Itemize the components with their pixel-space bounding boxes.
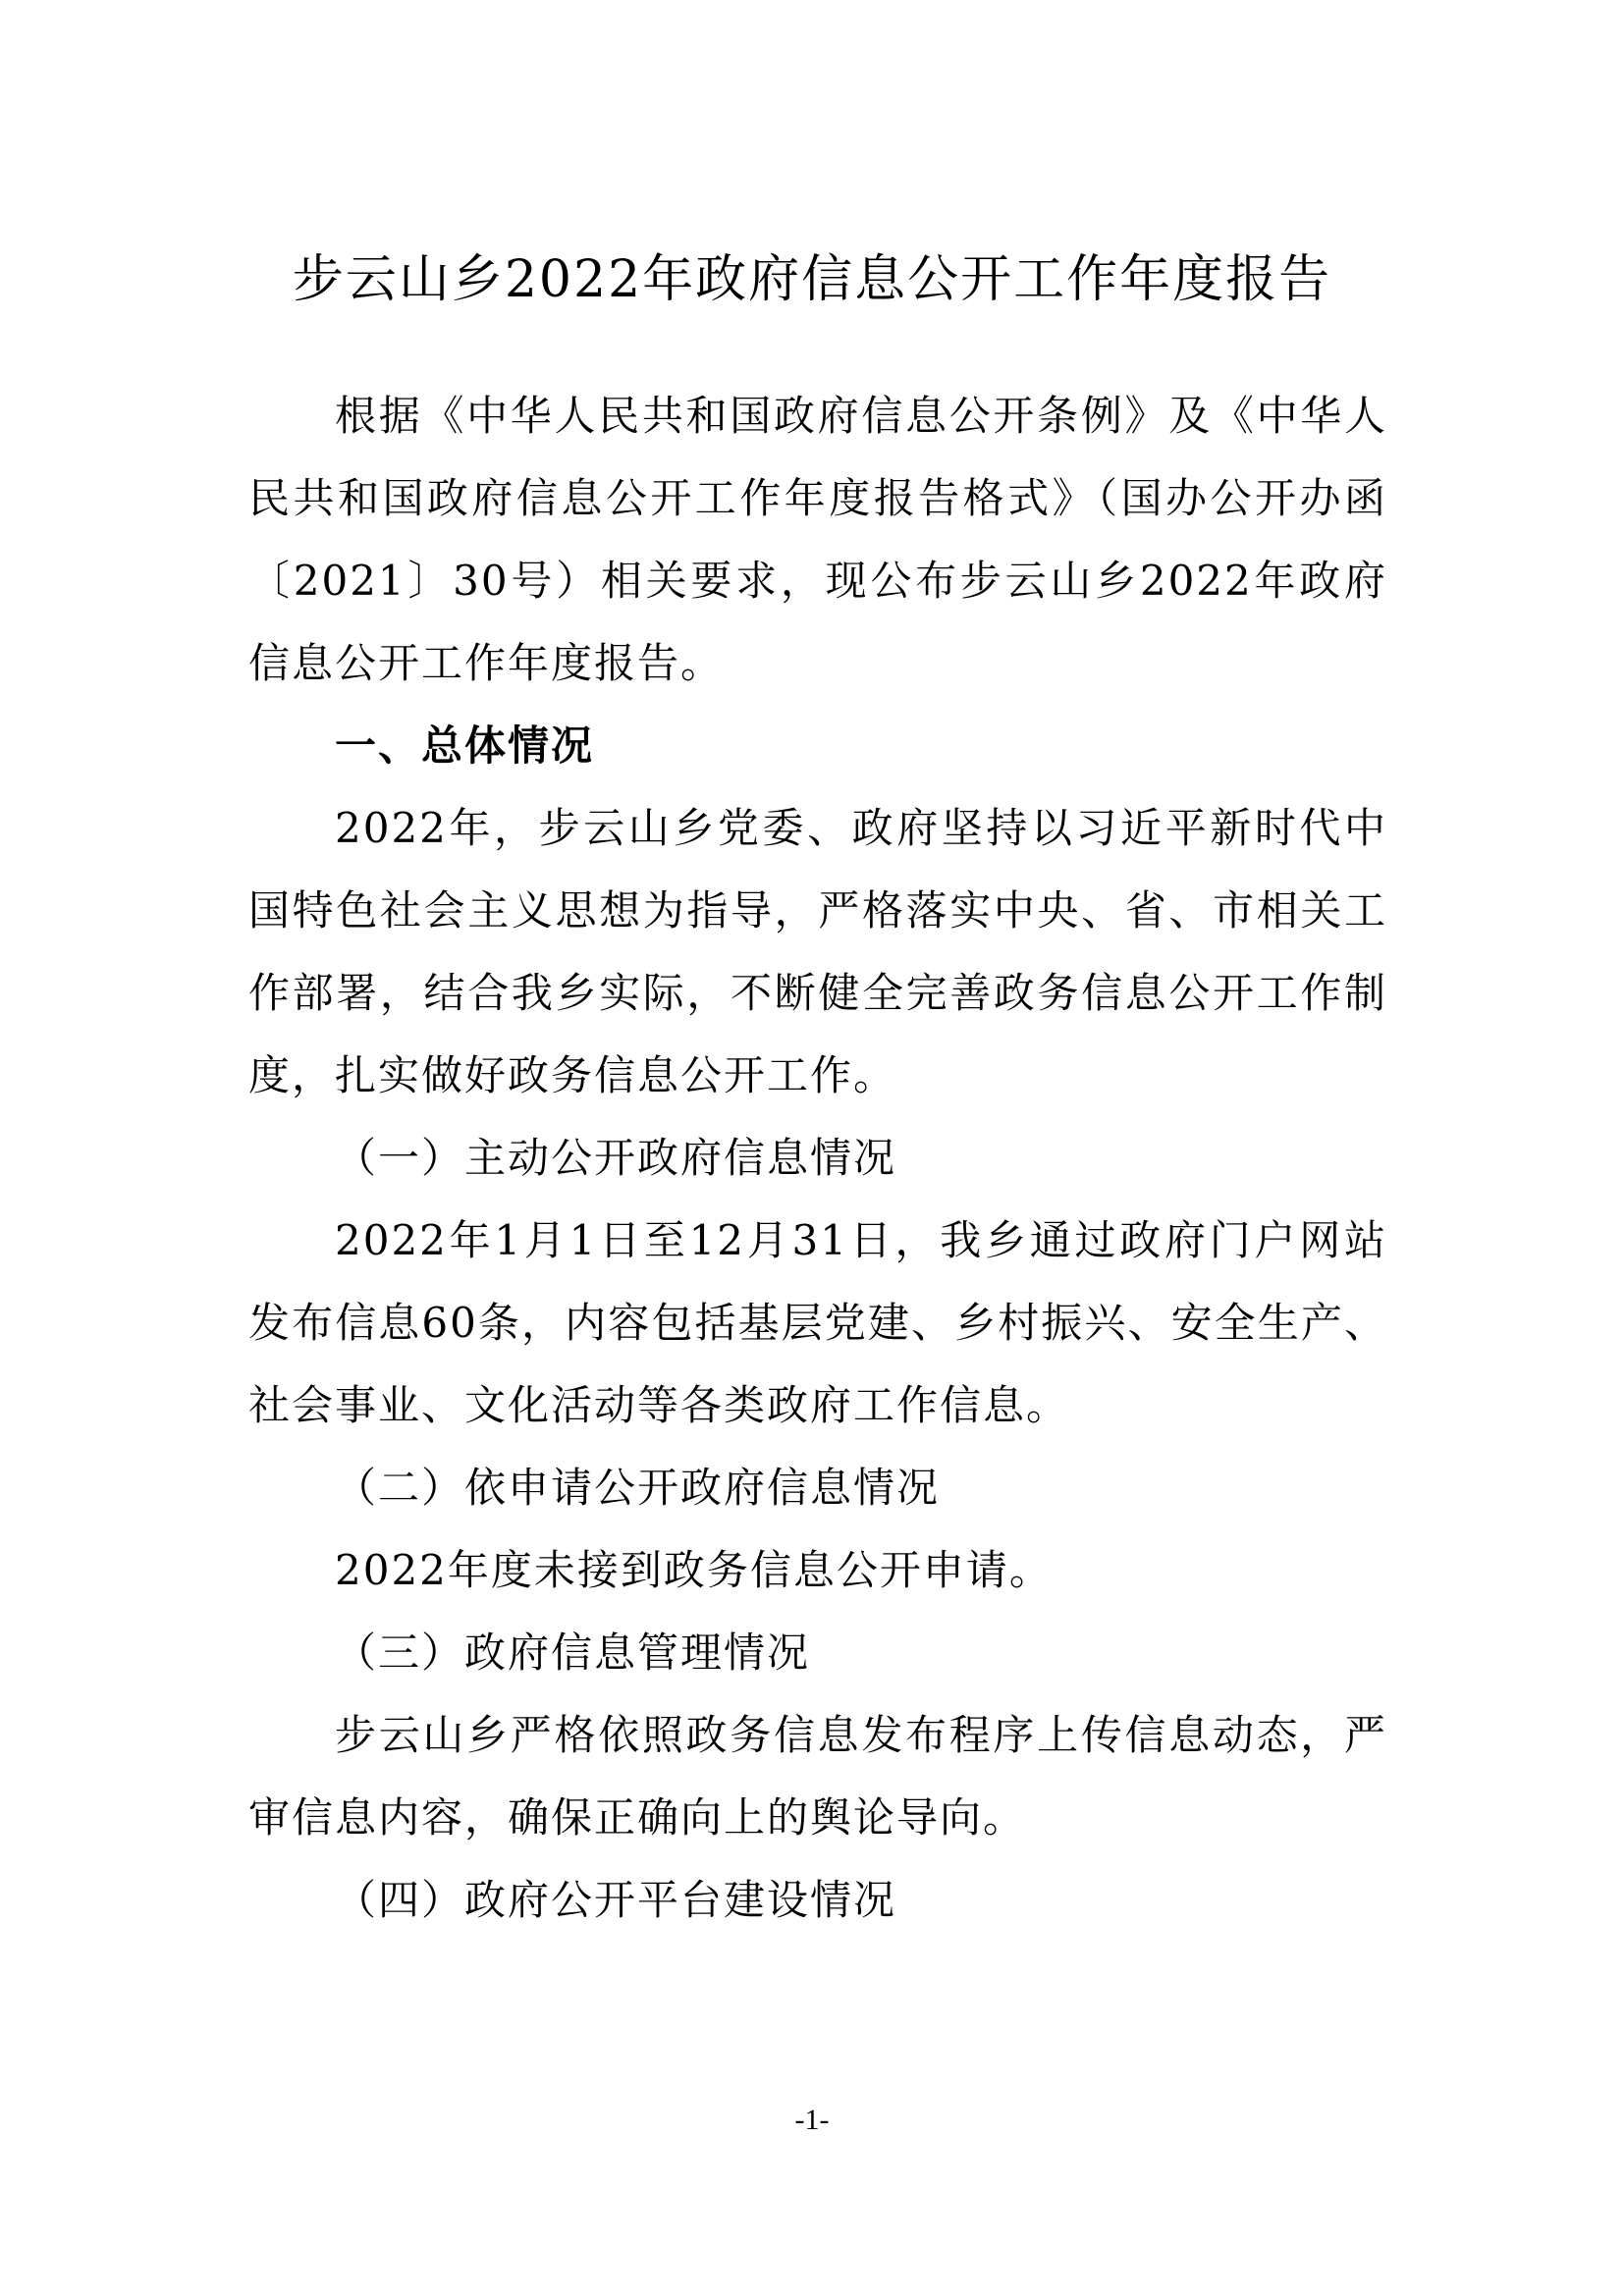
subsection-paragraph-request-disclosure: 2022年度未接到政务信息公开申请。	[335, 1546, 1053, 1594]
subsection-paragraph-proactive-disclosure: 2022年1月1日至12月31日，我乡通过政府门户网站发布信息60条，内容包括基层党建、乡村振兴、安全生产、社会事业、文化活动等各类政府工作信息。	[248, 1216, 1387, 1429]
subsection-heading-proactive-disclosure: （一）主动公开政府信息情况	[335, 1134, 897, 1182]
subsection-heading-information-management: （三）政府信息管理情况	[335, 1629, 811, 1677]
document-body	[248, 375, 1387, 1942]
subsection-heading-request-disclosure: （二）依申请公开政府信息情况	[335, 1464, 941, 1512]
section-paragraph-overview: 2022年，步云山乡党委、政府坚持以习近平新时代中国特色社会主义思想为指导，严格落实中央、省、市相关工作部署，结合我乡实际，不断健全完善政务信息公开工作制度，扎实做好政务信息公开工作。	[248, 804, 1387, 1099]
document-title: 步云山乡2022年政府信息公开工作年度报告	[292, 250, 1332, 309]
subsection-heading-platform-construction: （四）政府公开平台建设情况	[335, 1876, 897, 1924]
intro-paragraph: 根据《中华人民共和国政府信息公开条例》及《中华人民共和国政府信息公开工作年度报告格式》（国办公开办函〔2021〕30号）相关要求，现公布步云山乡2022年政府信息公开工作年度报告。	[248, 392, 1387, 687]
section-heading-overview: 一、总体情况	[335, 721, 595, 770]
subsection-paragraph-information-management: 步云山乡严格依照政务信息发布程序上传信息动态，严审信息内容，确保正确向上的舆论导向。	[248, 1711, 1387, 1842]
page-number: -1-	[794, 2104, 830, 2136]
